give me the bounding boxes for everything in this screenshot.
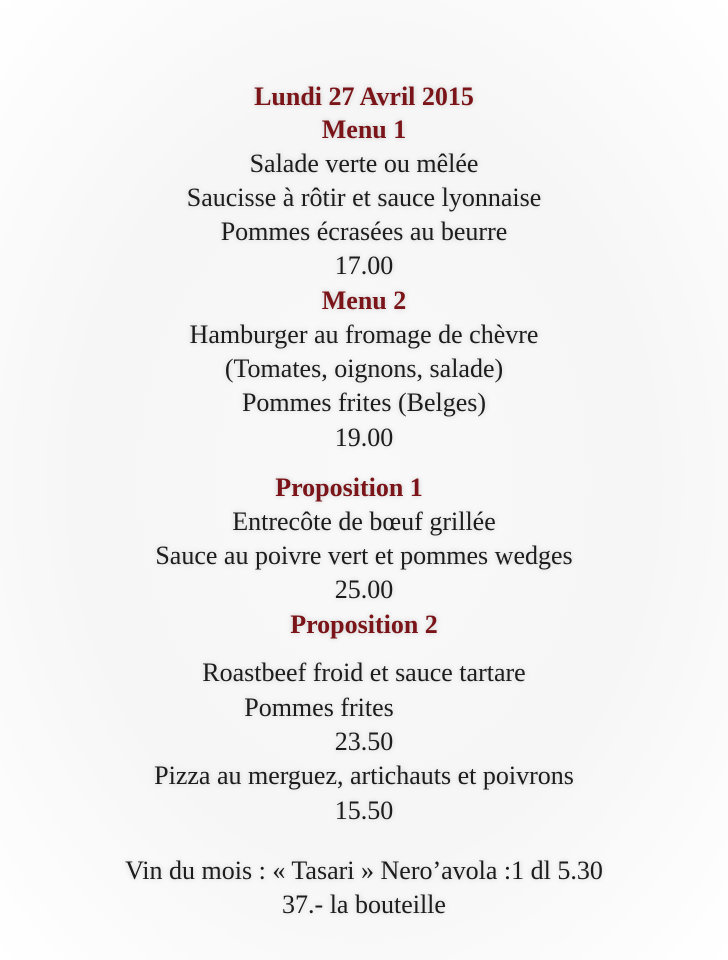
menu1-title: Menu 1 xyxy=(321,115,407,144)
menu2-price: 19.00 xyxy=(334,423,394,452)
proposition1-price: 25.00 xyxy=(334,575,394,604)
menu2-item-2: (Tomates, oignons, salade) xyxy=(224,354,504,383)
menu2-item-1: Hamburger au fromage de chèvre xyxy=(189,320,539,349)
menu1-item-3: Pommes écrasées au beurre xyxy=(220,217,508,246)
proposition1-title: Proposition 1 xyxy=(275,473,423,502)
proposition2-extra-price: 15.50 xyxy=(334,796,394,825)
menu2-item-3: Pommes frites (Belges) xyxy=(241,388,487,417)
wine-line-1: Vin du mois : « Tasari » Nero’avola :1 dl 5.30 xyxy=(125,856,603,885)
proposition2-price: 23.50 xyxy=(334,727,394,756)
menu-date: Lundi 27 Avril 2015 xyxy=(254,82,474,111)
proposition2-item-2: Pommes frites xyxy=(244,693,394,722)
proposition2-extra-item: Pizza au merguez, artichauts et poivrons xyxy=(154,761,574,790)
menu1-item-2: Saucisse à rôtir et sauce lyonnaise xyxy=(186,183,542,212)
proposition2-title: Proposition 2 xyxy=(290,610,438,639)
menu1-item-1: Salade verte ou mêlée xyxy=(249,149,479,178)
proposition1-item-2: Sauce au poivre vert et pommes wedges xyxy=(155,541,573,570)
menu2-title: Menu 2 xyxy=(321,286,407,315)
proposition2-item-1: Roastbeef froid et sauce tartare xyxy=(202,658,526,687)
proposition1-item-1: Entrecôte de bœuf grillée xyxy=(232,507,496,536)
wine-line-2: 37.- la bouteille xyxy=(282,890,446,919)
menu1-price: 17.00 xyxy=(334,251,394,280)
